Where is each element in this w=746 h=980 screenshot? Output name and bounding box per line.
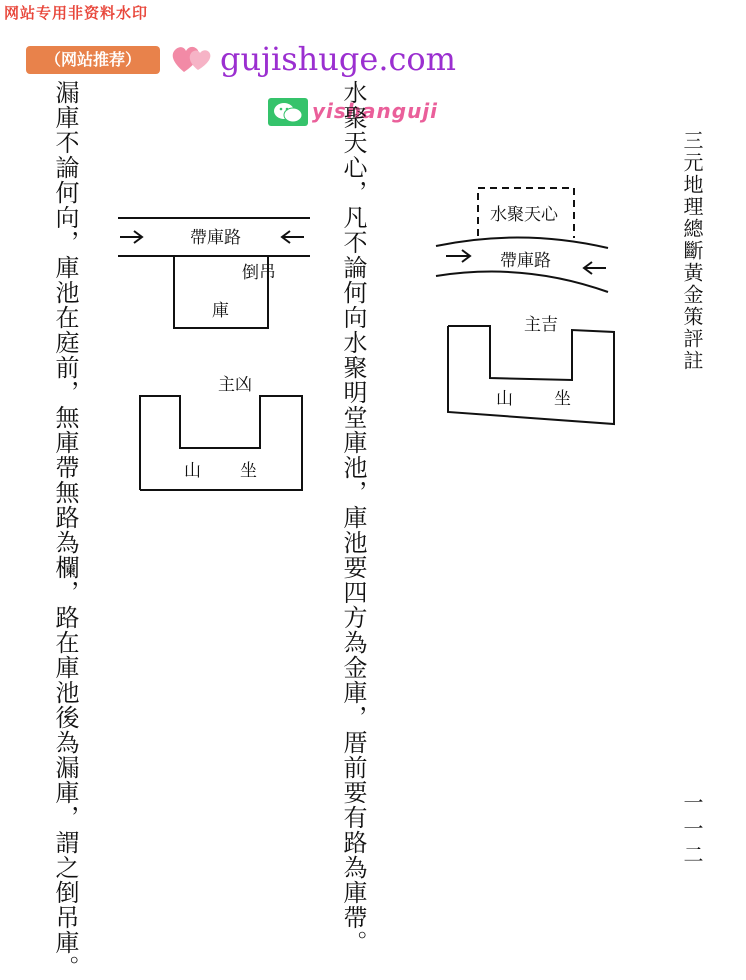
diagram-right-verdict: 主吉 [524, 315, 558, 335]
diagram-right-mountain-right: 坐 [554, 389, 571, 409]
diagram-left-pool-label-top: 倒吊 [242, 263, 276, 283]
body-text-left-column: 漏庫不論何向，庫池在庭前，無庫帶無路為欄，路在庫池後為漏庫，謂之倒吊庫。 [51, 80, 79, 980]
arrow-left-icon [584, 262, 606, 274]
page-header: 三元地理總斷黃金策評註 [680, 130, 704, 372]
road-bottom-curve [436, 272, 608, 292]
watermark-wechat-id: yishanguji [312, 99, 439, 123]
diagram-right-heart-label: 水聚天心 [490, 205, 558, 225]
diagram-left-pool-label-bottom: 庫 [212, 301, 229, 321]
diagram-left-mountain-right: 坐 [240, 461, 257, 481]
diagram-left-verdict: 主凶 [218, 375, 252, 395]
mountain-outline-right [448, 326, 614, 424]
arrow-right-icon [446, 250, 470, 262]
diagram-left-road-label: 帶庫路 [190, 228, 241, 248]
road-top-curve [436, 237, 608, 248]
page-number: 一一二 [680, 792, 704, 870]
watermark-url: gujishuge.com [220, 40, 457, 78]
diagram-right-road-label: 帶庫路 [500, 251, 551, 271]
arrow-left-icon [282, 231, 304, 243]
diagram-left [118, 218, 310, 490]
watermark-badge: （网站推荐） [26, 46, 160, 74]
diagram-left-mountain-left: 山 [184, 461, 201, 481]
watermark-top-text: 网站专用非资料水印 [4, 4, 149, 22]
body-text-middle-column: 水聚天心，凡不論何向水聚明堂庫池，庫池要四方為金庫，厝前要有路為庫帶。 [339, 80, 367, 955]
mountain-outline-left [140, 396, 302, 490]
arrow-right-icon [120, 231, 142, 243]
diagram-right-mountain-left: 山 [496, 389, 513, 409]
